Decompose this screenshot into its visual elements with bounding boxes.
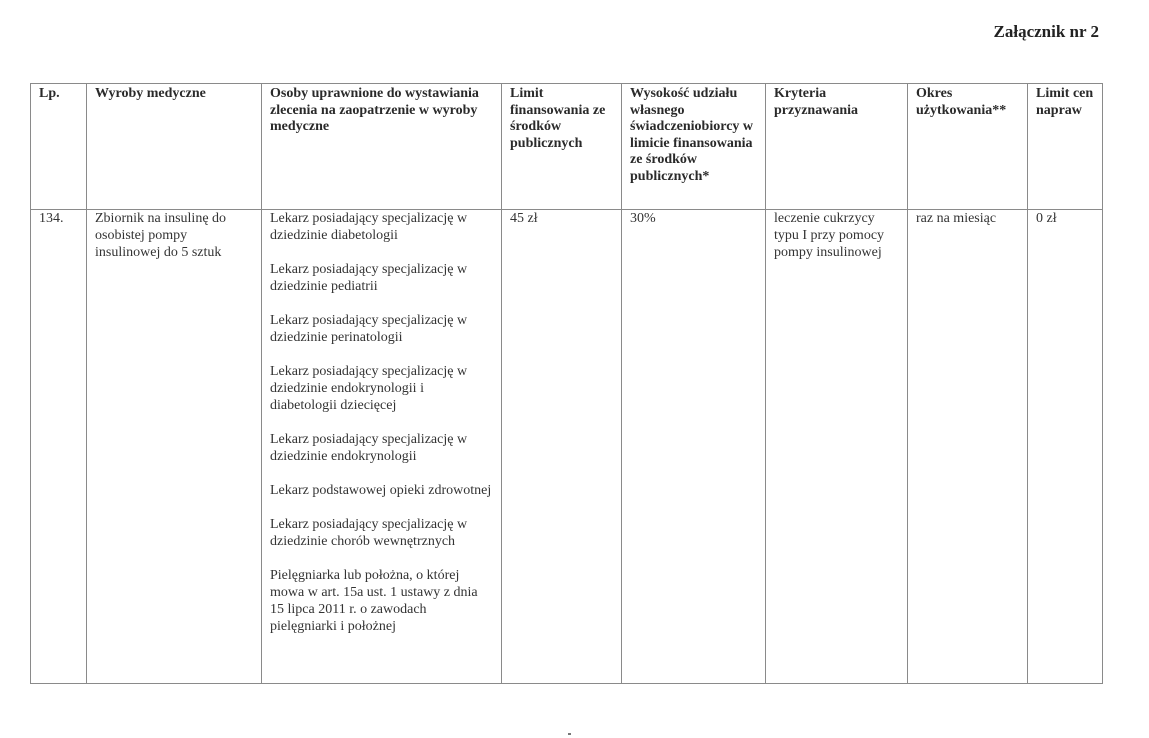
table-row bbox=[31, 210, 1103, 684]
authorized-person: Lekarz posiadający specjalizację w dziedzinie endokrynologii bbox=[270, 432, 468, 464]
authorized-person: Lekarz posiadający specjalizację w dziedzinie pediatrii bbox=[270, 262, 468, 294]
header-limit: Limit finansowania ze środków publicznych bbox=[502, 84, 622, 210]
cell-authorized bbox=[262, 210, 502, 684]
header-product: Wyroby medyczne bbox=[87, 84, 262, 210]
authorized-person: Pielęgniarka lub położna, o której mowa w art. 15a ust. 1 ustawy z dnia 15 lipca 2011 r. o zawodach pielęgniarki i położnej bbox=[270, 568, 478, 634]
cell-lp: 134. bbox=[31, 210, 87, 684]
header-criteria: Kryteria przyznawania bbox=[766, 84, 908, 210]
cell-repair-limit: 0 zł bbox=[1028, 210, 1103, 684]
page-mark bbox=[568, 733, 571, 735]
authorized-person: Lekarz posiadający specjalizację w dziedzinie chorób wewnętrznych bbox=[270, 517, 468, 549]
table-header-row bbox=[31, 84, 1103, 210]
header-share: Wysokość udziału własnego świadczeniobiorcy w limicie finansowania ze środków publicznych* bbox=[622, 84, 766, 210]
header-repair-limit: Limit cen napraw bbox=[1028, 84, 1103, 210]
authorized-person: Lekarz posiadający specjalizację w dziedzinie diabetologii bbox=[270, 211, 468, 243]
authorized-person: Lekarz podstawowej opieki zdrowotnej bbox=[270, 483, 492, 498]
attachment-label: Załącznik nr 2 bbox=[993, 22, 1099, 41]
authorized-person: Lekarz posiadający specjalizację w dziedzinie perinatologii bbox=[270, 313, 468, 345]
header-period: Okres użytkowania** bbox=[908, 84, 1028, 210]
authorized-person: Lekarz posiadający specjalizację w dziedzinie endokrynologii i diabetologii dziecięcej bbox=[270, 364, 468, 413]
cell-product: Zbiornik na insulinę do osobistej pompy insulinowej do 5 sztuk bbox=[87, 210, 262, 684]
cell-share: 30% bbox=[622, 210, 766, 684]
cell-criteria: leczenie cukrzycy typu I przy pomocy pompy insulinowej bbox=[766, 210, 908, 684]
header-authorized: Osoby uprawnione do wystawiania zlecenia na zaopatrzenie w wyroby medyczne bbox=[262, 84, 502, 210]
header-lp: Lp. bbox=[31, 84, 87, 210]
medical-devices-table bbox=[30, 83, 1103, 684]
cell-limit: 45 zł bbox=[502, 210, 622, 684]
cell-period: raz na miesiąc bbox=[908, 210, 1028, 684]
